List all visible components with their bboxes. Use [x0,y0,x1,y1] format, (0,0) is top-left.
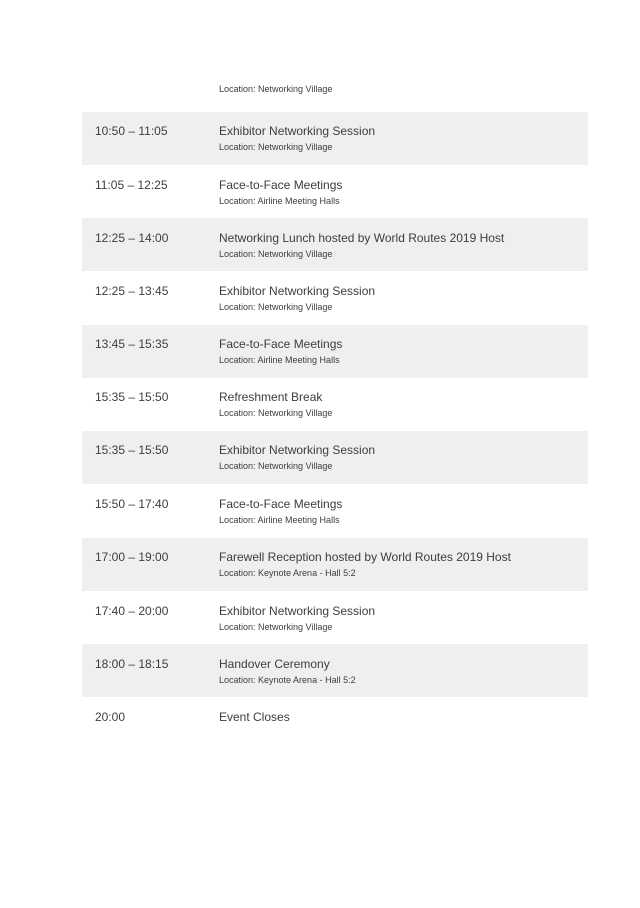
event-title: Exhibitor Networking Session [219,443,376,457]
event-location: Location: Networking Village [219,142,333,152]
event-title: Refreshment Break [219,390,323,404]
event-time: 11:05 – 12:25 [95,178,168,192]
schedule-row [82,538,588,591]
event-time: 10:50 – 11:05 [95,124,168,138]
schedule-row [82,165,588,218]
event-title: Face-to-Face Meetings [219,178,343,192]
event-location: Location: Keynote Arena - Hall 5:2 [219,675,356,685]
schedule-row [82,271,588,325]
schedule-table [82,84,588,737]
event-time: 17:00 – 19:00 [95,550,169,564]
event-title: Farewell Reception hosted by World Routes 2019 Host [219,550,511,564]
event-title: Face-to-Face Meetings [219,497,343,511]
event-title: Networking Lunch hosted by World Routes 2019 Host [219,231,505,245]
schedule-row [82,591,588,644]
event-time: 17:40 – 20:00 [95,604,169,618]
schedule-row [82,644,588,697]
event-time: 12:25 – 14:00 [95,231,169,245]
event-location: Location: Airline Meeting Halls [219,355,340,365]
schedule-row [82,325,588,378]
event-title: Event Closes [219,710,290,724]
event-location: Location: Networking Village [219,461,333,471]
event-location: Location: Networking Village [219,408,333,418]
event-title: Exhibitor Networking Session [219,604,376,618]
schedule-row [82,112,588,165]
event-location: Location: Keynote Arena - Hall 5:2 [219,568,356,578]
event-time: 20:00 [95,710,126,724]
event-time: 13:45 – 15:35 [95,337,169,351]
event-title: Exhibitor Networking Session [219,124,376,138]
event-location: Location: Networking Village [219,249,333,259]
event-time: 12:25 – 13:45 [95,284,169,298]
schedule-row [82,378,588,431]
event-time: 15:35 – 15:50 [95,443,169,457]
event-title: Face-to-Face Meetings [219,337,343,351]
schedule-row-partial [82,84,588,112]
event-location: Location: Airline Meeting Halls [219,515,340,525]
schedule-row [82,484,588,538]
event-time: 15:35 – 15:50 [95,390,169,404]
event-title: Exhibitor Networking Session [219,284,376,298]
event-title: Handover Ceremony [219,657,330,671]
schedule-row [82,431,588,484]
schedule-row [82,697,588,737]
event-location: Location: Airline Meeting Halls [219,196,340,206]
event-time: 18:00 – 18:15 [95,657,169,671]
event-location: Location: Networking Village [219,622,333,632]
event-location: Location: Networking Village [219,302,333,312]
event-time: 15:50 – 17:40 [95,497,169,511]
schedule-row [82,218,588,271]
event-location: Location: Networking Village [219,84,333,94]
